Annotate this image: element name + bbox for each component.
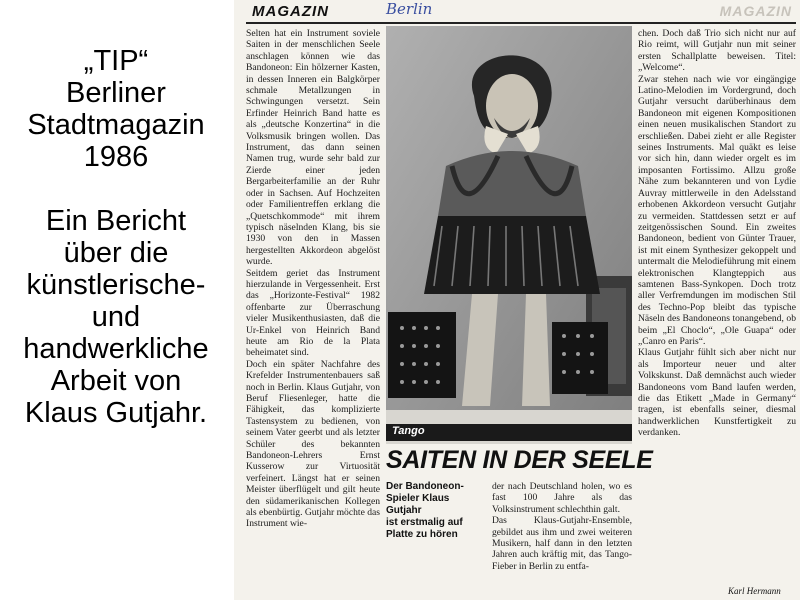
article-subhead: Der Bandoneon- Spieler Klaus Gutjahr ist erstmalig auf Platte zu hören — [386, 481, 464, 540]
article-column-3: der nach Deutschland holen, wo es fast 100 Jahre als das Volksinstrument schlechthin galt. Das Klaus-Gutjahr-Ensemble, gebildet aus ihm und zwei weiteren Musikern, half dann in den letzten Jahren auch kräftig mit, das Tango-Fieber in Berlin zu entfa- — [492, 481, 632, 572]
tango-tag-bar — [386, 424, 632, 441]
caption-line: Stadtmagazin — [27, 109, 205, 141]
musician-photo — [386, 26, 632, 444]
caption-spacer — [0, 173, 232, 205]
caption-line: handwerkliche — [23, 333, 209, 365]
article-column-1: Selten hat ein Instrument soviele Saiten in der menschlichen Seele anschlagen können wie das Bandoneon: Ein hölzerner Kasten, in dessen Inneren ein Balgkörper schmale Metallzungen in Schwingungen versetzt. Sein Erfinder Heinrich Band hatte es als „deutsche Konzertina“ in die Volksmusik bringen wollen. Das Instrument, das dann seinen Namen trug, wurde sehr bald zur Zierde einer jeden Bergarbeiterfamilie an der Ruhr oder in Sachsen. Auf Hochzeiten oder Familientreffen erklang die „Quetschkommode“ mit ihrem typisch näselnden Klang, bis sie 1930 von den in Massen hergestellten Akkordeon abgelöst wurde. Seitdem geriet das Instrument hierzulande in Vergessenheit. Erst das „Horizonte-Festival“ 1982 offenbarte zur Überraschung vieler Musikenthusiasten, daß die Ur-Enkel von Heinrich Band heute am Rio de la Plata beheimatet sind. Doch ein später Nachfahre des Krefelder Instrumentenbauers saß noch in Berlin. Klaus Gutjahr, von Beruf Fliesenleger, hatte die Fähigkeit, das komplizierte Tastensystem zu bedienen, von seinem Vater geerbt und als letzter Schüler des bekannten Bandoneon-Lehrers Ernst Kusserow zur Virtuosität verfeinert. Längst hat er seinen Meister überflügelt und gilt heute den südamerikanischen Kollegen als ebenbürtig. Gutjahr möchte das Instrument wie- — [246, 28, 381, 530]
article-author: Karl Hermann — [728, 586, 781, 596]
bandoneon-player-image — [386, 26, 632, 444]
caption-line: und — [91, 301, 141, 333]
caption-line: Berliner — [66, 77, 166, 109]
section-title-showthrough: MAGAZIN — [719, 3, 792, 19]
article-column-4: chen. Doch daß Trio sich nicht nur auf Rio reimt, will Gutjahr nun mit seiner ersten Schallplatte beweisen. Titel: „Welcome“. Zwar stehen nach wie vor eingängige Latino-Melodien im Vordergrund, doch Gutjahr versucht darüberhinaus dem Bandoneon mit eigenen Kompositionen einen neuen musikalischen Standort zu erschließen. Dabei zieht er alle Register seines Instruments. Mal quäkt es leise vor sich hin, dann wieder orgelt es im imposanten Fortissimo. Allzu große Nähe zum bekannteren und von Lydie Auvray mittlerweile in den Adelsstand erhobenen Akkordeon versucht Gutjahr zu vermeiden. Stattdessen setzt er auf zeitgenössischen Sound. Ein zweites Bandoneon, bedient von Günter Trauer, ist mit einem Synthesizer gekoppelt und untermalt die Melodieführung mit einem elektronischen Klangteppich aus samtenen Bass-Synkopen. Doch trotz aller Verfremdungen im modischen Stil des Techno-Pop bleibt das typische Näseln des Bandoneons tonangebend, ob beim „El Choclo“, „Ole Guapa“ oder „Canro en Paris“. Klaus Gutjahr fühlt sich aber nicht nur als Importeur neuer und alter Volkskunst. Daß demnächst auch wieder Bandoneons vom Band laufen werden, die das Etikett „Made in Germany“ tragen, ist ebenfalls seiner, diesmal handwerklichen Kunstfertigkeit zu verdanken. — [638, 28, 796, 439]
caption-line: Ein Bericht — [45, 205, 187, 237]
clipping-header — [246, 2, 796, 24]
tango-tag: Tango — [392, 425, 425, 437]
article-headline: SAITEN IN DER SEELE — [386, 446, 653, 474]
caption-line: künstlerische- — [26, 269, 206, 301]
caption-line: Arbeit von — [50, 365, 182, 397]
newspaper-clipping — [234, 0, 800, 600]
caption-line: Klaus Gutjahr. — [24, 397, 208, 429]
caption-line: 1986 — [83, 141, 149, 173]
caption-line: über die — [63, 237, 169, 269]
handwritten-note: Berlin — [386, 0, 433, 18]
caption-line: „TIP“ — [83, 45, 149, 77]
section-title: MAGAZIN — [252, 3, 329, 20]
slide-caption — [0, 45, 232, 429]
